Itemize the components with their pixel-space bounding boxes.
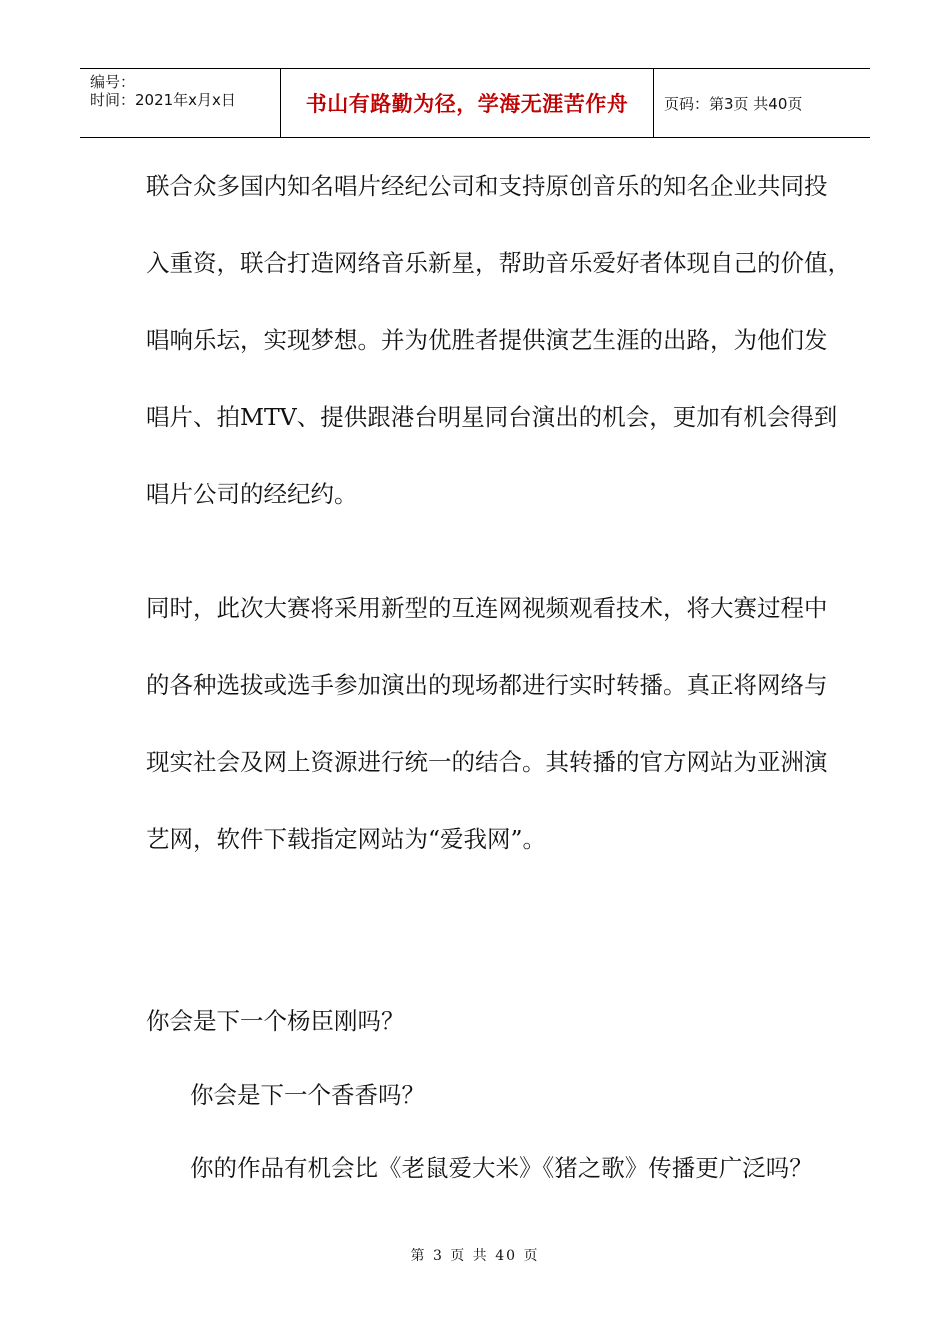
document-header xyxy=(80,68,870,138)
document-number-label: 编号： xyxy=(90,73,136,91)
paragraph-1 xyxy=(146,148,851,533)
paragraph-line: 同时，此次大赛将采用新型的互连网视频观看技术，将大赛过程中 xyxy=(146,594,828,622)
paragraph-line: 入重资，联合打造网络音乐新星，帮助音乐爱好者体现自己的价值， xyxy=(146,249,851,277)
paragraph-line: 的各种选拔或选手参加演出的现场都进行实时转播。真正将网络与 xyxy=(146,671,828,699)
page-footer: 第 3 页 共 40 页 xyxy=(410,1248,540,1264)
question-3: 你的作品有机会比《老鼠爱大米》《猪之歌》传播更广泛吗？ xyxy=(190,1154,813,1182)
paragraph-line: 艺网，软件下载指定网站为“爱我网”。 xyxy=(146,825,547,853)
header-page-info: 页码：第3页 共40页 xyxy=(664,94,803,113)
paragraph-2 xyxy=(146,570,826,878)
question-1: 你会是下一个杨臣刚吗？ xyxy=(146,1007,405,1035)
header-motto-cell xyxy=(281,69,654,137)
paragraph-line: 联合众多国内知名唱片经纪公司和支持原创音乐的知名企业共同投 xyxy=(146,172,828,200)
document-date: 时间：2021年x月x日 xyxy=(90,91,236,109)
paragraph-line: 现实社会及网上资源进行统一的结合。其转播的官方网站为亚洲演 xyxy=(146,748,828,776)
paragraph-line: 唱片公司的经纪约。 xyxy=(146,480,358,508)
header-page-cell xyxy=(654,69,870,137)
paragraph-line: 唱片、拍MTV、提供跟港台明星同台演出的机会，更加有机会得到 xyxy=(146,403,838,431)
paragraph-line: 唱响乐坛，实现梦想。并为优胜者提供演艺生涯的出路，为他们发 xyxy=(146,326,828,354)
question-2: 你会是下一个香香吗？ xyxy=(190,1081,425,1109)
header-motto: 书山有路勤为径，学海无涯苦作舟 xyxy=(305,92,629,116)
header-meta-cell xyxy=(80,69,281,137)
